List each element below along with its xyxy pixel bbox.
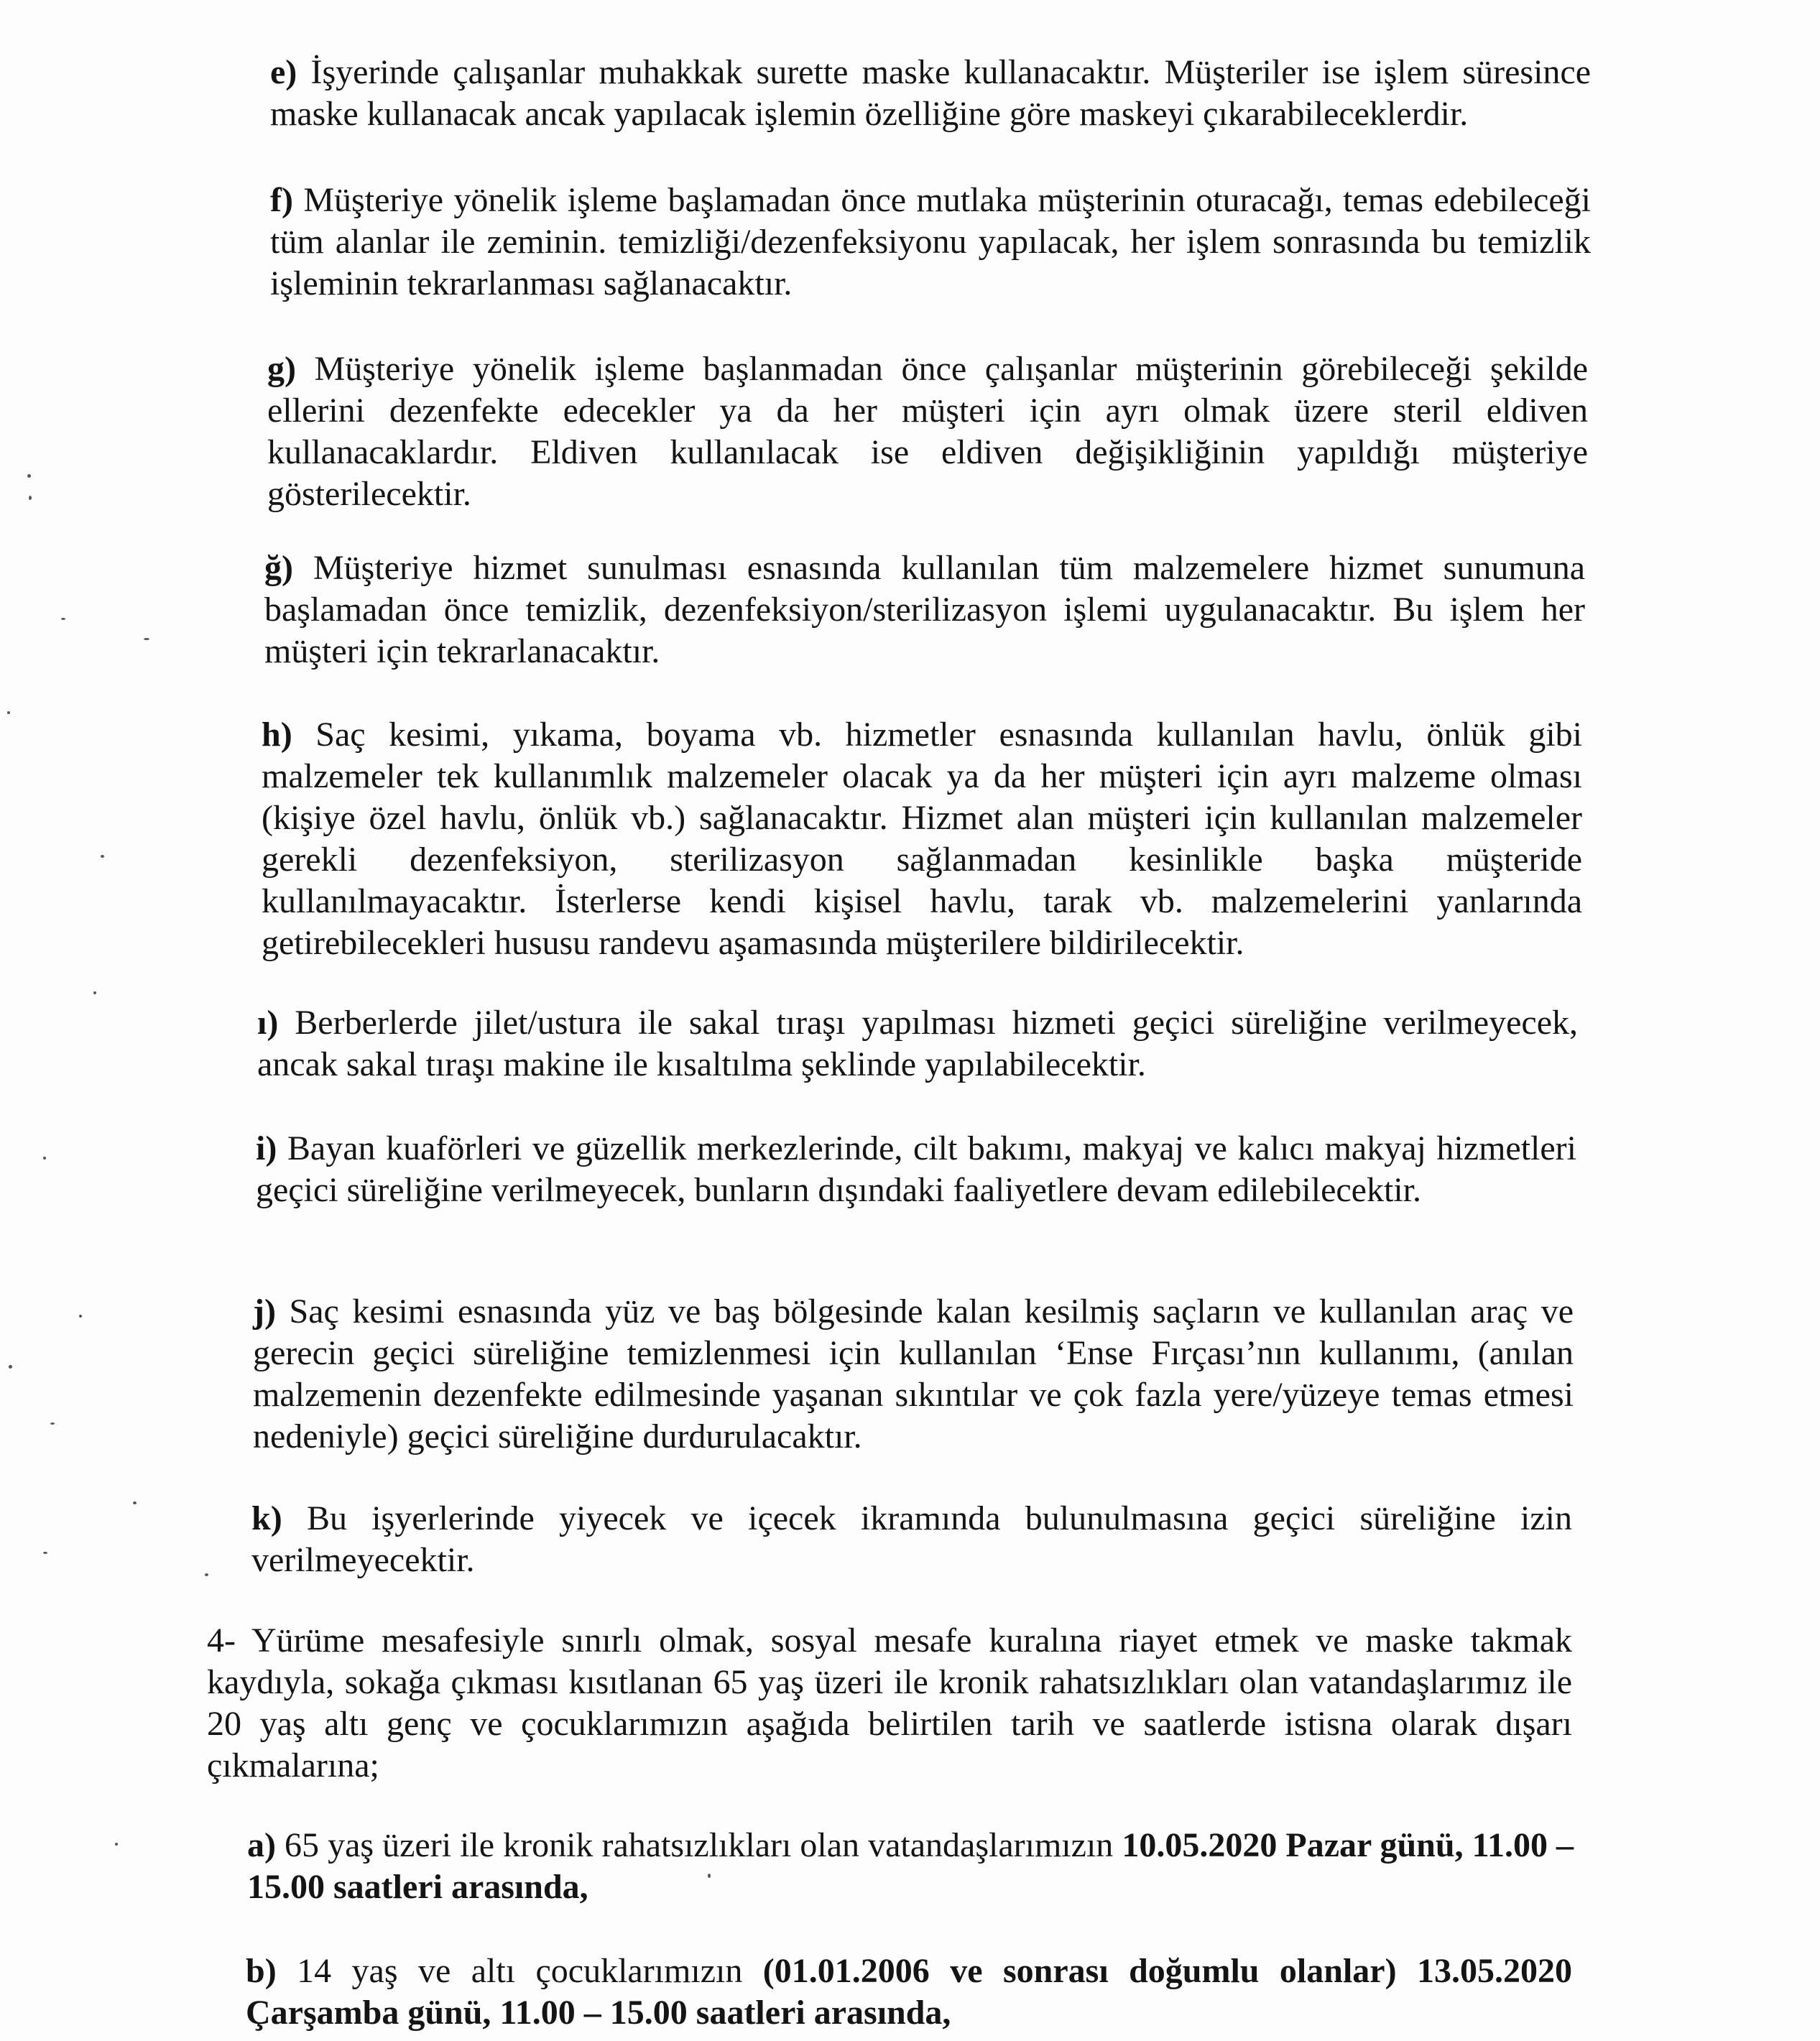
paragraph-text: Müşteriye yönelik işleme başlamadan önce mutlaka müşterinin oturacağı, temas edebileceği tüm alanlar ile zeminin. temizliği/dezenfeksiyonu yapılacak, her işlem sonrasında bu temizlik işleminin tekrarlanması sağlanacaktır. — [270, 181, 1592, 302]
scan-speck — [205, 1573, 208, 1576]
scan-speck — [43, 1157, 46, 1160]
paragraph-label: i) — [256, 1129, 277, 1167]
paragraph-dotless-i — [257, 1002, 1578, 1086]
paragraph-label: ğ) — [264, 549, 293, 587]
scan-speck — [79, 1315, 82, 1318]
paragraph-label: e) — [270, 53, 297, 91]
paragraph-g — [267, 348, 1588, 515]
paragraph-b — [246, 1950, 1572, 2034]
scan-speck — [7, 711, 10, 714]
scan-speck — [115, 1843, 118, 1846]
paragraph-text: 65 yaş üzeri ile kronik rahatsızlıkları olan vatandaşlarımızın — [285, 1826, 1114, 1864]
scan-speck — [61, 618, 65, 620]
scan-speck — [50, 1422, 55, 1425]
scan-speck — [133, 1501, 137, 1504]
paragraph-f — [270, 180, 1591, 305]
paragraph-e — [270, 52, 1591, 135]
paragraph-gh — [264, 547, 1585, 672]
paragraph-bold-text: (01.01.2006 ve sonrası doğumlu olanlar) 13.05.2020 Çarşamba günü, 11.00 – 15.00 saatleri arasında, — [246, 1952, 1573, 2032]
paragraph-bold-text: 10.05.2020 Pazar günü, 11.00 – 15.00 saatleri arasında, — [247, 1826, 1574, 1906]
paragraph-text: 4- Yürüme mesafesiyle sınırlı olmak, sosyal mesafe kuralına riayet etmek ve maske takmak kaydıyla, sokağa çıkması kısıtlanan 65 yaş üzeri ile kronik rahatsızlıkları olan vatandaşlarımız ile 20 yaş altı genç ve çocuklarımızın aşağıda belirtilen tarih ve saatlerde istisna olarak dışarı çıkmalarına; — [207, 1621, 1572, 1785]
paragraph-text: Saç kesimi, yıkama, boyama vb. hizmetler esnasında kullanılan havlu, önlük gibi malzemeler tek kullanımlık malzemeler olacak ya da her müşteri için ayrı malzeme olması (kişiye özel havlu, önlük vb.) sağlanacaktır. Hizmet alan müşteri için kullanılan malzemeler gerekli dezenfeksiyon, sterilizasyon sağlanmadan kesinlikle başka müşteride kullanılmayacaktır. İsterlerse kendi kişisel havlu, tarak vb. malzemelerini yanlarında getirebilecekleri hususu randevu aşamasında müşterilere bildirilecektir. — [262, 716, 1582, 962]
scan-speck — [43, 1552, 47, 1554]
scan-speck — [93, 991, 96, 994]
scan-speck — [27, 474, 31, 478]
paragraph-k — [251, 1498, 1572, 1581]
paragraph-text: 14 yaş ve altı çocuklarımızın — [297, 1952, 743, 1990]
paragraph-text: Bu işyerlerinde yiyecek ve içecek ikramında bulunulmasına geçici süreliğine izin verilmeyecektir. — [251, 1499, 1573, 1579]
scan-speck — [9, 1365, 12, 1369]
paragraph-h — [262, 714, 1582, 964]
paragraph-text: Müşteriye hizmet sunulması esnasında kullanılan tüm malzemelere hizmet sunumuna başlamadan önce temizlik, dezenfeksiyon/sterilizasyon işlemi uygulanacaktır. Bu işlem her müşteri için tekrarlanacaktır. — [264, 549, 1586, 670]
paragraph-i — [256, 1128, 1576, 1211]
paragraph-label: k) — [251, 1499, 282, 1537]
paragraph-label: j) — [253, 1292, 276, 1330]
paragraph-text: Saç kesimi esnasında yüz ve baş bölgesinde kalan kesilmiş saçların ve kullanılan araç ve gerecin geçici süreliğine temizlenmesi için kullanılan ‘Ense Fırçası’nın kullanımı, (anılan malzemenin dezenfekte edilmesinde yaşanan sıkıntılar ve çok fazla yere/yüzeye temas etmesi nedeniyle) geçici süreliğine durdurulacaktır. — [253, 1292, 1574, 1455]
scan-speck — [29, 496, 32, 500]
scan-speck — [708, 1874, 711, 1878]
paragraph-label: ı) — [257, 1004, 279, 1042]
paragraph-item-4 — [207, 1620, 1572, 1787]
paragraph-text: Berberlerde jilet/ustura ile sakal tıraşı yapılması hizmeti geçici süreliğine verilmeyecek, ancak sakal tıraşı makine ile kısaltılma şeklinde yapılabilecektir. — [257, 1004, 1579, 1083]
paragraph-label: f) — [270, 181, 293, 219]
paragraph-label: h) — [262, 716, 292, 754]
scan-speck — [101, 855, 104, 858]
scan-speck — [144, 638, 149, 640]
paragraph-text: Müşteriye yönelik işleme başlanmadan önce çalışanlar müşterinin görebileceği şekilde ellerini dezenfekte edecekler ya da her müşteri için ayrı olmak üzere steril eldiven kullanacaklardır. Eldiven kullanılacak ise eldiven değişikliğinin yapıldığı müşteriye gösterilecektir. — [267, 350, 1589, 513]
paragraph-text: İşyerinde çalışanlar muhakkak surette maske kullanacaktır. Müşteriler ise işlem süresince maske kullanacak ancak yapılacak işlemin özelliğine göre maskeyi çıkarabileceklerdir. — [270, 53, 1592, 133]
paragraph-a — [247, 1825, 1574, 1908]
paragraph-text: Bayan kuaförleri ve güzellik merkezlerinde, cilt bakımı, makyaj ve kalıcı makyaj hizmetleri geçici süreliğine verilmeyecek, bunların dışındaki faaliyetlere devam edilebilecektir. — [256, 1129, 1577, 1209]
paragraph-j — [253, 1291, 1574, 1458]
paragraph-label: a) — [247, 1826, 276, 1864]
paragraph-label: b) — [246, 1952, 277, 1990]
paragraph-label: g) — [267, 350, 296, 388]
